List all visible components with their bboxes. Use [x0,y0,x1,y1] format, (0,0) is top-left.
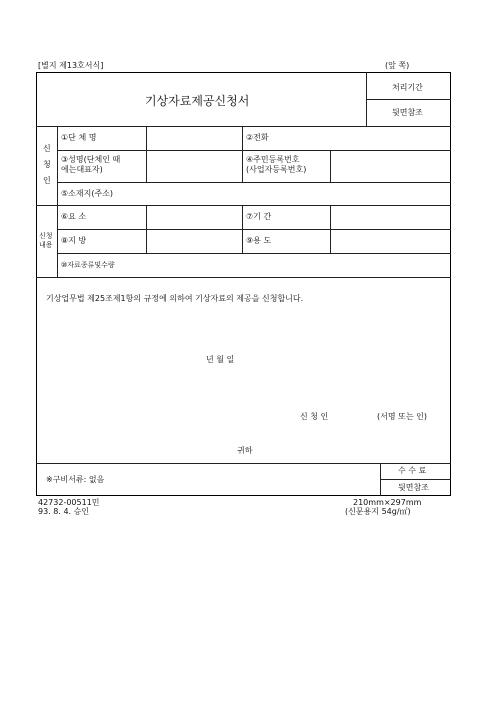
period-label: ⑦기 간 [246,212,272,221]
period-field[interactable] [331,206,450,228]
required-documents: ※구비서류: 없음 [46,475,105,484]
form-code: 42732-00511민 [38,498,100,507]
processing-period-label: 처리기간 [392,83,423,92]
applicant-sign-label: 신 청 인 [300,412,329,421]
region-label: ⑧지 방 [61,236,87,245]
signature-note: (서명 또는 인) [377,412,427,421]
applicant-group-label-2: 청 [43,160,51,169]
purpose-label: ⑥요 소 [61,212,87,221]
usage-label: ⑨용 도 [246,236,272,245]
address-label: ⑤소재지(주소) [61,189,114,198]
request-statement: 기상업무법 제25조제1항의 규정에 의하여 기상자료의 제공을 신청합니다. [46,294,304,303]
region-field[interactable] [147,230,241,252]
data-type-field[interactable] [130,254,450,276]
name-label-line2: 에는대표자) [61,165,103,174]
org-name-field[interactable] [147,127,241,149]
addressee: 귀하 [237,446,253,455]
usage-field[interactable] [331,230,450,252]
reg-no-field[interactable] [331,151,450,181]
paper-type: (신문용지 54g/㎡) [345,507,411,516]
processing-period-value: 뒷면참조 [392,108,423,117]
fee-value: 뒷면참조 [398,483,429,492]
approval-date: 93. 8. 4. 승인 [38,507,90,516]
address-field[interactable] [130,183,450,204]
org-name-label: ①단 체 명 [61,133,97,142]
form-number: [별지 제13호서식] [38,61,104,70]
name-field[interactable] [147,151,241,181]
reg-no-label-line1: ④주민등록번호 [246,155,300,164]
data-type-label: ⑩자료종류및수량 [61,261,115,269]
reg-no-label-line2: (사업자등록번호) [246,165,307,174]
applicant-group-label-3: 인 [43,176,51,185]
paper-size: 210mm×297mm [353,498,422,507]
request-group-label-1: 신청 [39,232,53,240]
fee-label: 수 수 료 [398,466,427,475]
name-label-line1: ③성명(단체인 때 [61,155,121,164]
applicant-group-label-1: 신 [43,144,51,153]
request-group-label-2: 내용 [39,241,53,249]
page-side-label: (앞 쪽) [385,61,410,70]
phone-label: ②전화 [246,133,269,142]
phone-field[interactable] [290,127,450,149]
form-title: 기상자료제공신청서 [145,94,250,108]
date-line: 년 월 일 [206,355,235,364]
purpose-field[interactable] [147,206,241,228]
